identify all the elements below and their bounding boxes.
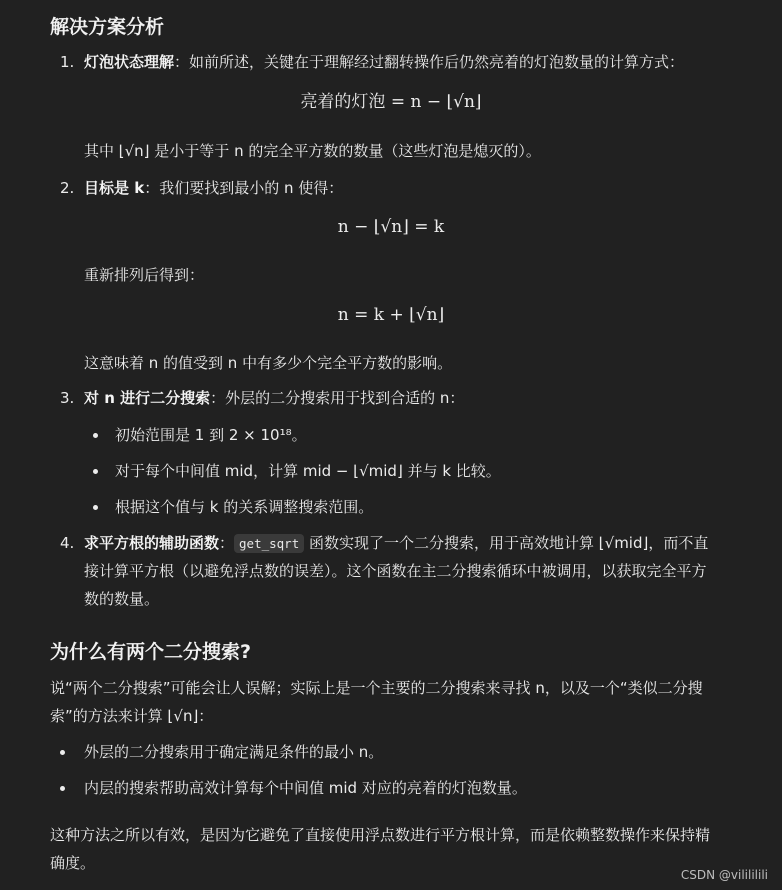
list-item-1-title: 灯泡状态理解: [84, 53, 175, 71]
formula-target: n − ⌊√n⌋ = k: [337, 217, 445, 237]
list-number: 3.: [60, 389, 75, 407]
conclusion-line: 这种方法之所以有效，是因为它避免了直接使用浮点数进行平方根计算，而是依赖整数操作来保持精: [50, 826, 711, 844]
list-item-2-header: [84, 178, 343, 198]
list-number: 4.: [60, 534, 75, 552]
list-item-2-note: 这意味着 n 的值受到 n 中有多少个完全平方数的影响。: [84, 354, 453, 372]
inline-code-get-sqrt: get_sqrt: [234, 534, 304, 553]
bullet-item: 内层的搜索帮助高效计算每个中间值 mid 对应的亮着的灯泡数量。: [84, 779, 527, 797]
bullet-item: 外层的二分搜索用于确定满足条件的最小 n。: [84, 743, 384, 761]
formula-rearranged: n = k + ⌊√n⌋: [337, 305, 445, 325]
bullet-dot: [93, 505, 98, 510]
list-item-3-title: 对 n 进行二分搜索: [84, 389, 211, 407]
conclusion-line: 确度。: [50, 854, 96, 872]
paragraph-line: 索”的方法来计算 ⌊√n⌋：: [50, 707, 214, 725]
bullet-item: 对于每个中间值 mid，计算 mid − ⌊√mid⌋ 并与 k 比较。: [115, 462, 501, 480]
list-item-2-title: 目标是 k: [84, 179, 145, 197]
paragraph-line: 说“两个二分搜索”可能会让人误解；实际上是一个主要的二分搜索来寻找 n，以及一个“类似二分搜: [50, 679, 703, 697]
bullet-dot: [60, 750, 65, 755]
formula-lit-bulbs: 亮着的灯泡 = n − ⌊√n⌋: [300, 92, 482, 112]
list-number: 2.: [60, 179, 75, 197]
list-number: 1.: [60, 53, 75, 71]
list-item-1-header: [84, 52, 684, 72]
list-item-1-note: 其中 ⌊√n⌋ 是小于等于 n 的完全平方数的数量（这些灯泡是熄灭的）。: [84, 142, 541, 160]
watermark: CSDN @vilililili: [680, 868, 768, 882]
list-item-4-line3: 数的数量。: [84, 590, 160, 608]
list-item-4-text: 函数实现了一个二分搜索，用于高效地计算 ⌊√mid⌋，而不直: [304, 534, 709, 552]
bullet-item: 初始范围是 1 到 2 × 10¹⁸。: [115, 426, 307, 444]
bullet-item: 根据这个值与 k 的关系调整搜索范围。: [115, 498, 374, 516]
list-item-1-text: ：如前所述，关键在于理解经过翻转操作后仍然亮着的灯泡数量的计算方式：: [174, 53, 685, 71]
bullet-dot: [60, 786, 65, 791]
list-item-3-header: [84, 388, 464, 408]
list-item-4-colon: ：: [219, 534, 235, 552]
bullet-dot: [93, 433, 98, 438]
list-item-4-title: 求平方根的辅助函数: [84, 534, 220, 552]
section-heading-two-searches: 为什么有两个二分搜索?: [50, 641, 252, 663]
list-item-2-text: ：我们要找到最小的 n 使得：: [144, 179, 344, 197]
section-heading-analysis: 解决方案分析: [50, 16, 165, 38]
list-item-3-text: ：外层的二分搜索用于找到合适的 n：: [210, 389, 465, 407]
list-item-4-line1: [84, 533, 708, 554]
list-item-2-mid: 重新排列后得到：: [84, 266, 205, 284]
bullet-dot: [93, 469, 98, 474]
list-item-4-line2: 接计算平方根（以避免浮点数的误差）。这个函数在主二分搜索循环中被调用，以获取完全平方: [84, 562, 707, 580]
